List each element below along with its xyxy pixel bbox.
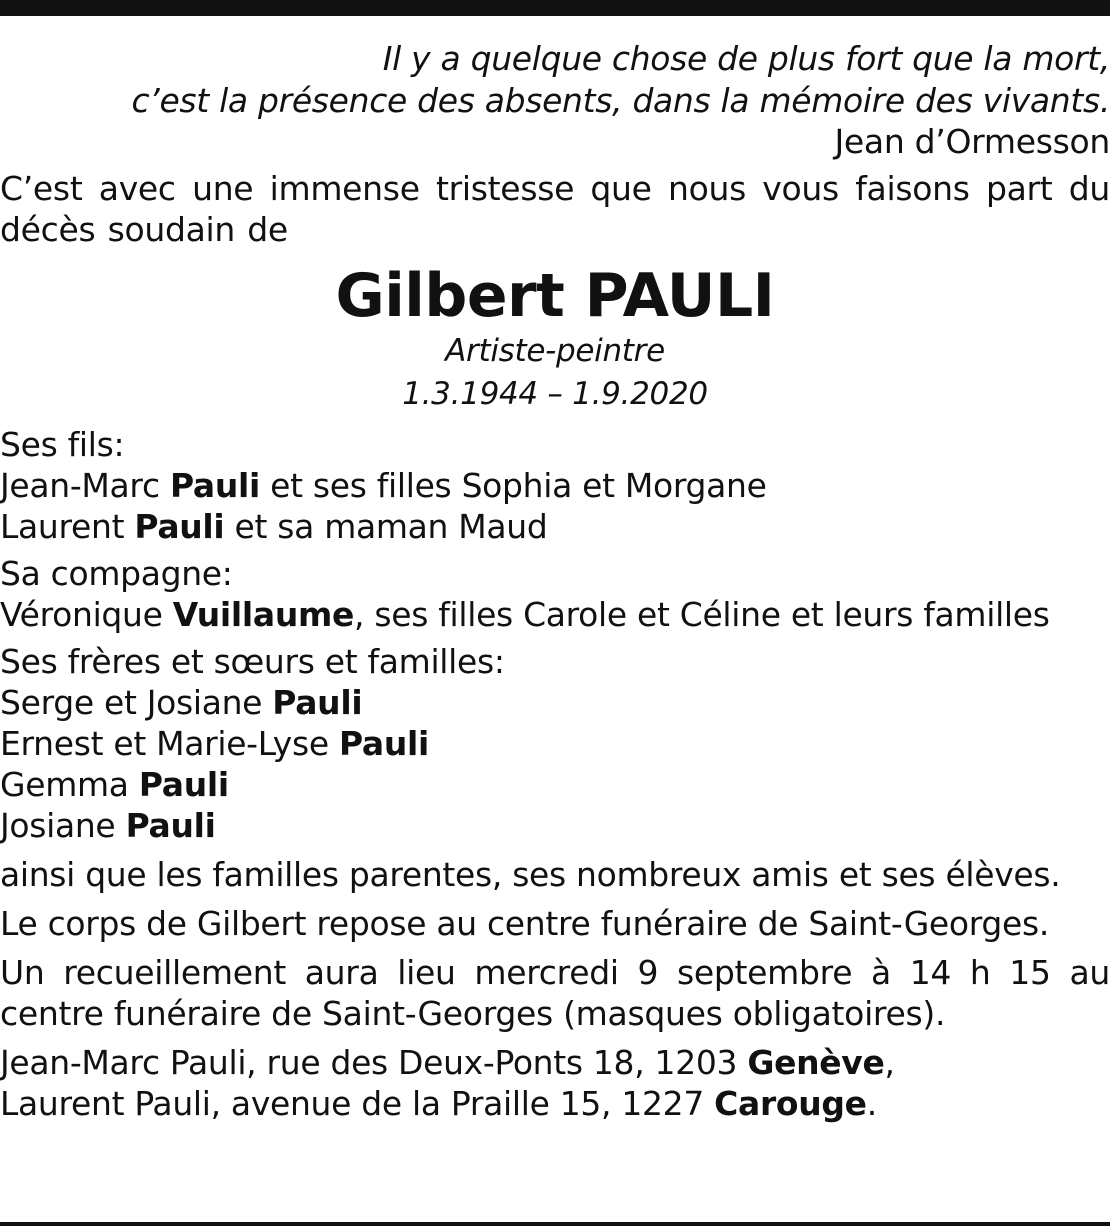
sons-heading: Ses fils: xyxy=(0,425,125,464)
address-line xyxy=(0,1083,1110,1124)
surname: Pauli xyxy=(272,683,363,722)
relation-text: et ses filles Sophia et Morgane xyxy=(259,466,767,505)
announcement-intro: C’est avec une immense tristesse que nous vous faisons part du décès soudain de xyxy=(0,169,1110,249)
siblings-section xyxy=(0,641,1110,846)
deceased-name: Gilbert PAULI xyxy=(335,261,775,331)
companion-heading: Sa compagne: xyxy=(0,554,233,593)
given-names: Laurent xyxy=(0,507,135,546)
family-line xyxy=(0,682,1110,723)
relation-text: et sa maman Maud xyxy=(224,507,548,546)
deceased-profession: Artiste-peintre xyxy=(445,333,665,369)
family-line xyxy=(0,723,1110,764)
extended-family-text: ainsi que les familles parentes, ses nombreux amis et ses élèves. xyxy=(0,855,1061,894)
punctuation: , xyxy=(884,1043,895,1082)
addresses-section xyxy=(0,1042,1110,1124)
family-line xyxy=(0,506,1110,547)
city-name: Carouge xyxy=(714,1084,867,1123)
address-text: Laurent Pauli, avenue de la Praille 15, 1227 xyxy=(0,1084,715,1123)
family-line xyxy=(0,594,1110,635)
resting-place-text: Le corps de Gilbert repose au centre funéraire de Saint-Georges. xyxy=(0,904,1050,943)
quote-line-1: Il y a quelque chose de plus fort que la mort, xyxy=(382,39,1110,78)
family-line xyxy=(0,805,1110,846)
ceremony-text: Un recueillement aura lieu mercredi 9 septembre à 14 h 15 au centre funéraire de Saint-Georges (masques obligatoires). xyxy=(0,953,1110,1033)
given-names: Jean-Marc xyxy=(0,466,170,505)
deceased-dates: 1.3.1944 – 1.9.2020 xyxy=(402,376,708,412)
epigraph-quote xyxy=(0,38,1110,122)
surname: Pauli xyxy=(169,466,260,505)
surname: Pauli xyxy=(338,724,429,763)
surname: Pauli xyxy=(138,765,229,804)
family-line xyxy=(0,465,1110,506)
address-line xyxy=(0,1042,1110,1083)
surname: Pauli xyxy=(134,507,225,546)
city-name: Genève xyxy=(747,1043,885,1082)
relation-text: , ses filles Carole et Céline et leurs familles xyxy=(354,595,1050,634)
top-rule xyxy=(0,0,1110,16)
sons-section xyxy=(0,424,1110,547)
address-text: Jean-Marc Pauli, rue des Deux-Ponts 18, 1203 xyxy=(0,1043,748,1082)
siblings-heading: Ses frères et sœurs et familles: xyxy=(0,642,505,681)
surname: Vuillaume xyxy=(172,595,355,634)
obituary-notice xyxy=(0,38,1110,1124)
given-names: Josiane xyxy=(0,806,126,845)
punctuation: . xyxy=(866,1084,877,1123)
surname: Pauli xyxy=(125,806,216,845)
quote-line-2: c’est la présence des absents, dans la mémoire des vivants. xyxy=(131,81,1110,120)
given-names: Serge et Josiane xyxy=(0,683,273,722)
quote-author: Jean d’Ormesson xyxy=(834,122,1110,161)
given-names: Ernest et Marie-Lyse xyxy=(0,724,339,763)
bottom-rule xyxy=(0,1222,1110,1226)
companion-section xyxy=(0,553,1110,635)
family-line xyxy=(0,764,1110,805)
given-names: Véronique xyxy=(0,595,173,634)
given-names: Gemma xyxy=(0,765,139,804)
